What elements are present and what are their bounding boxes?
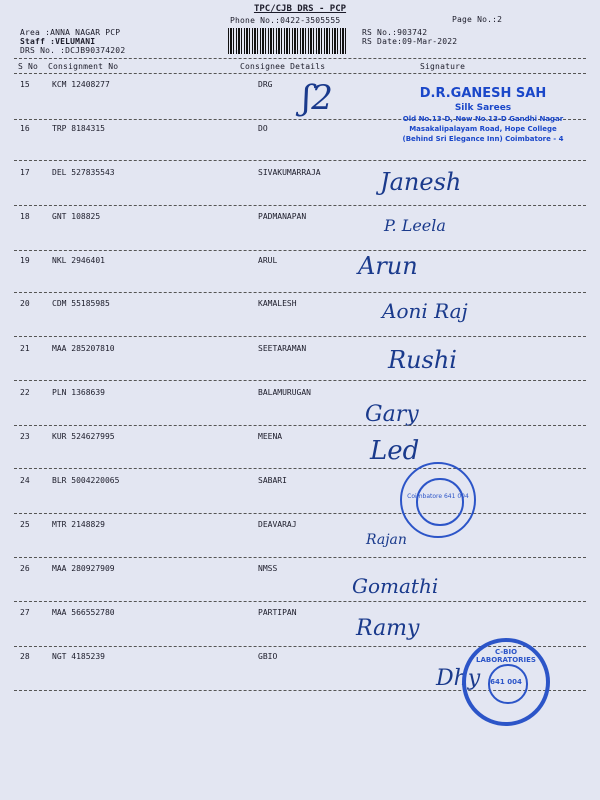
row-signature: P. Leela xyxy=(384,216,446,235)
row-consignee: ARUL xyxy=(258,256,278,265)
row-consignment-no: DEL 527835543 xyxy=(52,168,115,177)
column-consignee: Consignee Details xyxy=(240,62,326,71)
table-row xyxy=(0,212,600,253)
table-row xyxy=(0,299,600,340)
row-consignment-no: CDM 55185985 xyxy=(52,299,110,308)
row-divider xyxy=(14,468,586,469)
row-sno: 15 xyxy=(20,80,30,89)
row-divider xyxy=(14,513,586,514)
round-seal-mid xyxy=(400,462,476,538)
staff-label: Staff :VELUMANI xyxy=(20,37,96,46)
area-label: Area :ANNA NAGAR PCP xyxy=(20,28,121,37)
row-signature: Janesh xyxy=(380,168,462,196)
row-consignee: NMSS xyxy=(258,564,278,573)
row-signature: Led xyxy=(370,436,420,466)
shop-stamp-address-3: (Behind Sri Elegance Inn) Coimbatore - 4 xyxy=(402,135,564,143)
rs-number: RS No.:903742 xyxy=(362,28,428,37)
row-consignment-no: MAA 566552780 xyxy=(52,608,115,617)
row-sno: 18 xyxy=(20,212,30,221)
drs-number: DRS No. :DCJB90374202 xyxy=(20,46,126,55)
table-row xyxy=(0,432,600,473)
row-consignee: SIVAKUMARRAJA xyxy=(258,168,321,177)
table-row xyxy=(0,388,600,429)
row-sno: 20 xyxy=(20,299,30,308)
row-consignee: BALAMURUGAN xyxy=(258,388,311,397)
document-title: TPC/CJB DRS - PCP xyxy=(253,4,347,14)
table-row xyxy=(0,520,600,561)
row-sno: 24 xyxy=(20,476,30,485)
row-consignment-no: KCM 12408277 xyxy=(52,80,110,89)
row-consignment-no: NGT 4185239 xyxy=(52,652,105,661)
shop-stamp-address-2: Masakalipalayam Road, Hope College xyxy=(409,125,557,133)
column-sno: S No xyxy=(18,62,39,71)
row-consignment-no: MTR 2148829 xyxy=(52,520,105,529)
row-consignee: SABARI xyxy=(258,476,287,485)
table-row xyxy=(0,564,600,605)
row-signature: Dhy xyxy=(436,666,481,691)
row-consignee: GBIO xyxy=(258,652,278,661)
row-signature: Ramy xyxy=(356,616,420,641)
row-consignee: KAMALESH xyxy=(258,299,297,308)
row-sno: 25 xyxy=(20,520,30,529)
row-signature: ʃ2 xyxy=(302,78,333,118)
shop-stamp xyxy=(378,86,588,158)
row-consignment-no: BLR 5004220065 xyxy=(52,476,120,485)
round-seal-bottom-center: 641 004 xyxy=(490,678,522,686)
table-row xyxy=(0,252,600,297)
row-signature: Arun xyxy=(358,252,418,280)
row-consignment-no: TRP 8184315 xyxy=(52,124,105,133)
seal-inner-ring xyxy=(416,478,463,525)
row-consignee: DRG xyxy=(258,80,273,89)
row-sno: 16 xyxy=(20,124,30,133)
row-divider xyxy=(14,292,586,293)
row-consignment-no: MAA 280927909 xyxy=(52,564,115,573)
rs-date: RS Date:09-Mar-2022 xyxy=(362,37,458,46)
row-divider xyxy=(14,425,586,426)
row-consignment-no: NKL 2946401 xyxy=(52,256,105,265)
table-row xyxy=(0,476,600,517)
row-signature: Rajan xyxy=(366,532,407,548)
row-consignee: SEETARAMAN xyxy=(258,344,307,353)
row-consignee: DEAVARAJ xyxy=(258,520,297,529)
phone-number: Phone No.:0422-3505555 xyxy=(230,16,341,25)
row-signature: Gomathi xyxy=(352,574,439,598)
row-consignment-no: GNT 108825 xyxy=(52,212,101,221)
shop-stamp-name: D.R.GANESH SAH xyxy=(419,86,547,101)
row-consignee: PADMANAPAN xyxy=(258,212,307,221)
table-row xyxy=(0,168,600,209)
row-signature: Gary xyxy=(365,402,419,427)
row-consignment-no: PLN 1368639 xyxy=(52,388,105,397)
row-consignee: DO xyxy=(258,124,268,133)
row-sno: 26 xyxy=(20,564,30,573)
column-divider xyxy=(14,73,586,74)
round-seal-bottom-text: C-BIO LABORATORIES xyxy=(476,648,536,664)
row-signature: Aoni Raj xyxy=(382,299,468,323)
row-sno: 23 xyxy=(20,432,30,441)
row-signature: Rushi xyxy=(388,346,457,374)
page-number: Page No.:2 xyxy=(452,15,503,24)
shop-stamp-subtitle: Silk Sarees xyxy=(454,103,512,113)
row-divider xyxy=(14,601,586,602)
row-sno: 27 xyxy=(20,608,30,617)
row-consignee: MEENA xyxy=(258,432,283,441)
header-divider xyxy=(14,58,586,59)
shop-stamp-address-1: Old No.13-D, New No.13-D Gandhi Nagar xyxy=(402,115,564,123)
row-divider xyxy=(14,205,586,206)
row-divider xyxy=(14,160,586,161)
barcode xyxy=(228,28,348,54)
row-divider xyxy=(14,336,586,337)
column-signature: Signature xyxy=(420,62,466,71)
row-divider xyxy=(14,380,586,381)
table-row xyxy=(0,344,600,385)
row-consignment-no: MAA 285207810 xyxy=(52,344,115,353)
row-sno: 17 xyxy=(20,168,30,177)
row-sno: 21 xyxy=(20,344,30,353)
round-seal-mid-text: Coimbatore 641 004 xyxy=(407,493,469,500)
row-divider xyxy=(14,557,586,558)
column-consignment: Consignment No xyxy=(48,62,119,71)
row-sno: 19 xyxy=(20,256,30,265)
row-consignee: PARTIPAN xyxy=(258,608,297,617)
row-consignment-no: KUR 524627995 xyxy=(52,432,115,441)
round-seal-bottom xyxy=(462,638,550,726)
row-divider xyxy=(14,250,586,251)
row-sno: 28 xyxy=(20,652,30,661)
row-sno: 22 xyxy=(20,388,30,397)
